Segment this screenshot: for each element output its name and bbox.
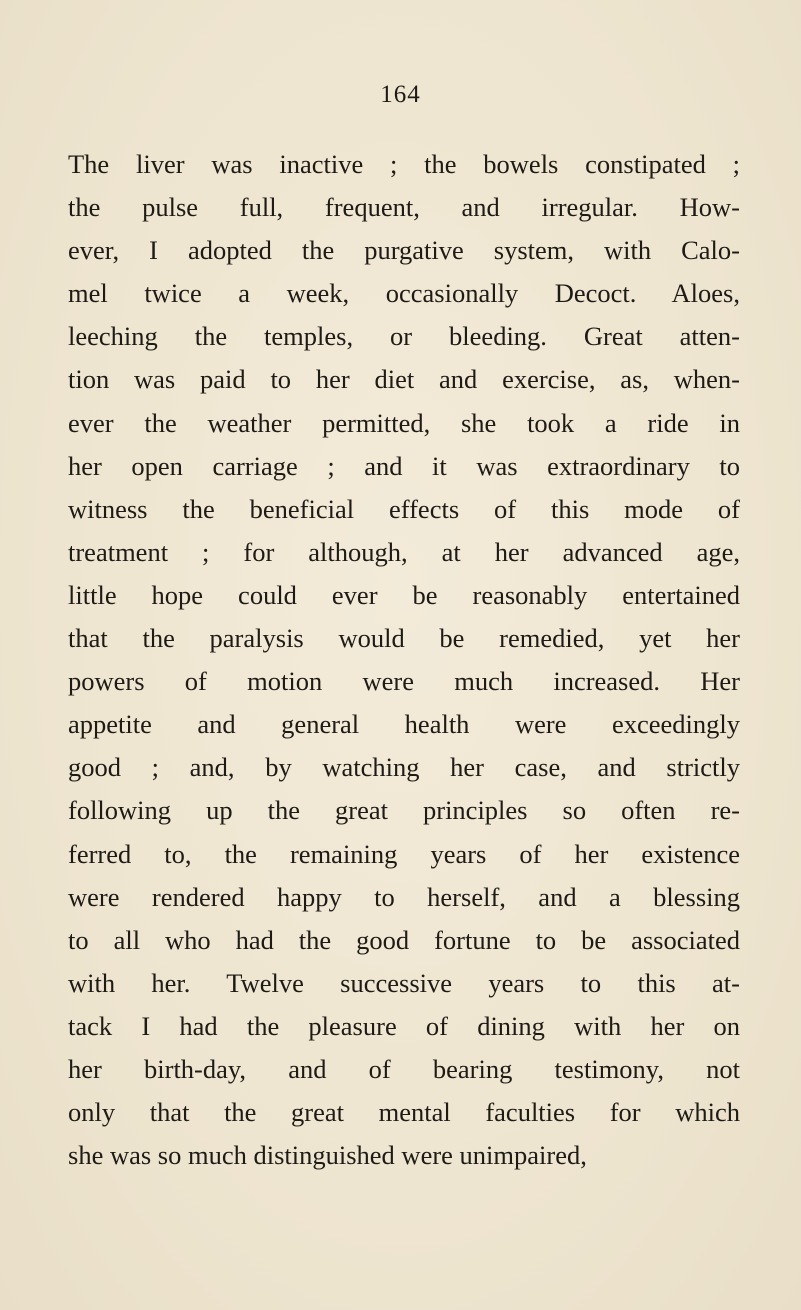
text-line: little hope could ever be reasonably entertained <box>68 579 740 610</box>
text-line: following up the great principles so often re- <box>68 795 740 826</box>
text-line: were rendered happy to herself, and a blessing <box>68 881 740 912</box>
text-line: only that the great mental faculties for which <box>68 1097 740 1128</box>
text-line: she was so much distinguished were unimpaired, <box>68 1140 587 1171</box>
text-line: that the paralysis would be remedied, yet her <box>68 623 740 654</box>
text-line: ever the weather permitted, she took a ride in <box>68 407 740 438</box>
text-line: tion was paid to her diet and exercise, as, when- <box>68 364 740 395</box>
text-line: ever, I adopted the purgative system, with Calo- <box>68 235 740 266</box>
text-line: powers of motion were much increased. Her <box>68 666 740 697</box>
text-line: to all who had the good fortune to be associated <box>68 924 740 955</box>
text-line: treatment ; for although, at her advanced age, <box>68 536 740 567</box>
text-line: tack I had the pleasure of dining with her on <box>68 1010 740 1041</box>
text-line: her birth-day, and of bearing testimony, not <box>68 1053 740 1084</box>
text-line: The liver was inactive ; the bowels constipated ; <box>68 149 740 179</box>
text-line: the pulse full, frequent, and irregular. How- <box>68 192 740 223</box>
text-line: leeching the temples, or bleeding. Great atten- <box>68 321 740 352</box>
text-line: ferred to, the remaining years of her existence <box>68 838 740 869</box>
text-line: mel twice a week, occasionally Decoct. Aloes, <box>68 278 740 309</box>
text-line: appetite and general health were exceedingly <box>68 709 740 740</box>
text-line: with her. Twelve successive years to this at- <box>68 967 740 998</box>
body-text <box>68 143 740 1177</box>
text-line: good ; and, by watching her case, and strictly <box>68 752 740 783</box>
text-line: witness the beneficial effects of this mode of <box>68 493 740 524</box>
page-number: 164 <box>380 81 421 108</box>
text-line: her open carriage ; and it was extraordinary to <box>68 450 740 481</box>
